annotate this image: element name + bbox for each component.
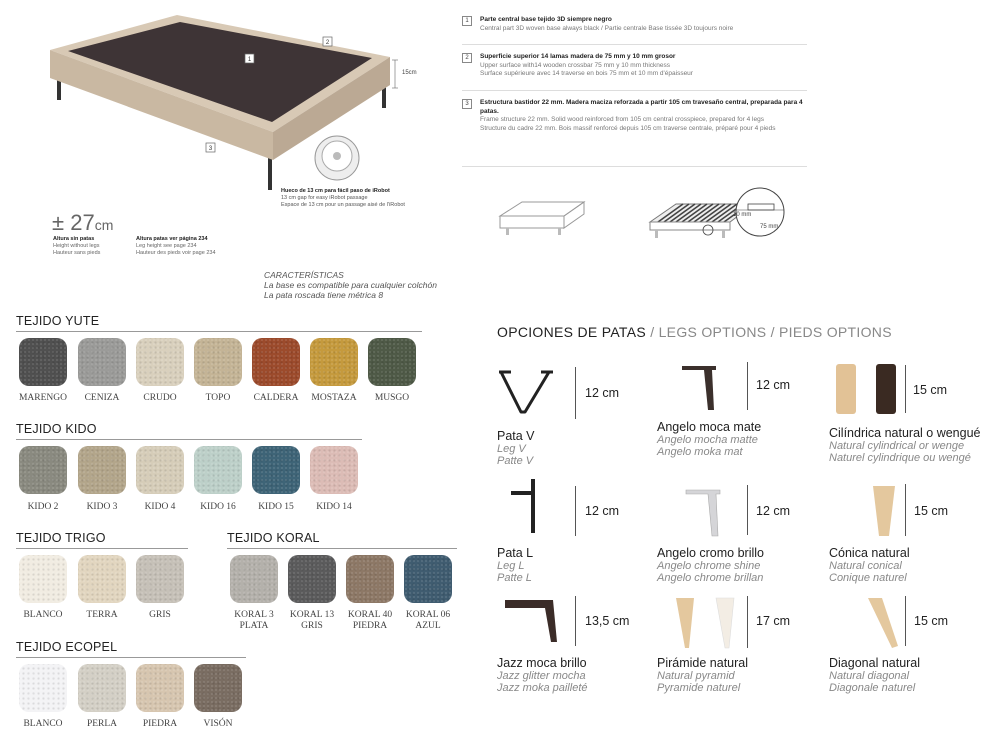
swatch-koral-13[interactable] (288, 555, 336, 603)
leg-name: Jazz moca brillo (497, 656, 587, 670)
swatch-trigo-gris[interactable] (136, 555, 184, 603)
leg-name-en: Natural cylindrical or wenge (829, 440, 965, 452)
jazz-mocha-leg-icon[interactable] (503, 596, 567, 646)
leg-name-fr: Patte L (497, 572, 532, 584)
leg-name: Angelo cromo brillo (657, 546, 764, 560)
leg-size: 12 cm (756, 504, 791, 518)
feature-es: Superficie superior 14 lamas madera de 75 mm y 10 mm grosor (480, 53, 676, 60)
diagonal-leg-icon[interactable] (864, 594, 904, 650)
swatch-kido-4[interactable] (136, 446, 184, 494)
height-unit: cm (94, 217, 114, 233)
section-title-koral: TEJIDO KORAL (227, 531, 320, 545)
swatch-topo[interactable] (194, 338, 242, 386)
leg-size: 13,5 cm (585, 614, 630, 628)
leg-l-icon[interactable] (507, 475, 547, 535)
leg-name-en: Angelo chrome shine (657, 560, 761, 572)
leg-size: 15 cm (914, 614, 949, 628)
feature-fr: Structure du cadre 22 mm. Bois massif renforcé depuis 105 cm traverse centrale, préparé pour 4 pieds (480, 124, 776, 132)
height-label-es: Altura sin patas (53, 236, 95, 242)
irobot-gap-en: 13 cm gap for easy iRobot passage (281, 195, 368, 201)
leg-name: Diagonal natural (829, 656, 921, 670)
swatch-kido-15[interactable] (252, 446, 300, 494)
irobot-gap-es: Hueco de 13 cm para fácil paso de iRobot (281, 188, 390, 194)
leg-name-fr: Naturel cylindrique ou wengé (829, 452, 971, 464)
leg-height-line (905, 365, 906, 413)
leg-name: Pirámide natural (657, 656, 749, 670)
feature-es: Parte central base tejido 3D siempre negro (480, 16, 612, 23)
section-title-kido: TEJIDO KIDO (16, 422, 97, 436)
characteristics-title: CARACTERÍSTICAS (264, 270, 344, 280)
swatch-trigo-blanco[interactable] (19, 555, 67, 603)
swatch-label: CENIZA (84, 393, 120, 403)
swatch-label: CRUDO (143, 393, 177, 403)
leg-name-en: Jazz glitter mocha (497, 670, 586, 682)
swatch-mostaza[interactable] (310, 338, 358, 386)
characteristics-line-1: La base es compatible para cualquier colchón (264, 280, 437, 290)
swatch-label: MARENGO (18, 393, 68, 403)
leg-height-line (905, 484, 906, 536)
feature-1 (462, 16, 807, 33)
swatch-label: MUSGO (374, 393, 410, 403)
swatch-crudo[interactable] (136, 338, 184, 386)
height-label (53, 236, 100, 257)
cylindrical-leg-icon[interactable] (832, 360, 902, 416)
feature-number: 2 (462, 53, 472, 63)
leg-name-fr: Diagonale naturel (829, 682, 916, 694)
swatch-label: TERRA (86, 610, 118, 620)
legs-options-title-es: OPCIONES DE PATAS (497, 324, 647, 340)
leg-name: Cónica natural (829, 546, 910, 560)
callout-3: 3 (208, 146, 213, 152)
swatch-kido-2[interactable] (19, 446, 67, 494)
leg-size: 12 cm (756, 378, 791, 392)
swatch-label: BLANCO (23, 719, 63, 729)
height-number: 27 (70, 210, 95, 235)
swatch-koral-06[interactable] (404, 555, 452, 603)
swatch-label: CALDERA (253, 393, 299, 403)
legs-height-label (136, 236, 216, 257)
swatch-marengo[interactable] (19, 338, 67, 386)
leg-v-icon[interactable] (497, 368, 555, 418)
swatch-label-line-2: AZUL (415, 621, 441, 631)
pyramid-leg-icon[interactable] (672, 594, 744, 652)
divider (16, 331, 422, 332)
angelo-chrome-leg-icon[interactable] (682, 484, 726, 540)
leg-name-en: Natural conical (829, 560, 902, 572)
swatch-label: PIEDRA (142, 719, 178, 729)
swatch-label: TOPO (205, 393, 231, 403)
angelo-mocha-leg-icon[interactable] (678, 362, 722, 414)
section-title-trigo: TEJIDO TRIGO (16, 531, 106, 545)
feature-number: 3 (462, 99, 472, 109)
section-title-ecopel: TEJIDO ECOPEL (16, 640, 118, 654)
leg-height-line (575, 486, 576, 536)
leg-name-fr: Jazz moka pailleté (497, 682, 588, 694)
leg-name-en: Natural diagonal (829, 670, 910, 682)
feature-number: 1 (462, 16, 472, 26)
leg-size: 17 cm (756, 614, 791, 628)
swatch-ceniza[interactable] (78, 338, 126, 386)
leg-size: 15 cm (914, 504, 949, 518)
characteristics (264, 270, 437, 300)
height-prefix: ± (52, 210, 65, 235)
leg-name: Pata L (497, 546, 534, 560)
frame-dim-width: 75 mm (760, 224, 779, 230)
dimension-15cm: 15cm (402, 70, 417, 76)
swatch-label-line-2: PIEDRA (352, 621, 388, 631)
swatch-label (222, 610, 286, 632)
legs-options-subtitle: / LEGS OPTIONS / PIEDS OPTIONS (646, 324, 892, 340)
leg-name: Angelo moca mate (657, 420, 762, 434)
legs-label-fr: Hauteur des pieds voir page 234 (136, 250, 216, 256)
callout-1: 1 (247, 57, 252, 63)
swatch-kido-16[interactable] (194, 446, 242, 494)
swatch-label: KIDO 15 (258, 502, 294, 512)
characteristics-line-2: La pata roscada tiene métrica 8 (264, 290, 384, 300)
swatch-label (338, 610, 402, 632)
leg-size: 15 cm (913, 383, 948, 397)
swatch-musgo[interactable] (368, 338, 416, 386)
height-label-fr: Hauteur sans pieds (53, 250, 101, 256)
divider (462, 166, 807, 167)
legs-options-title (497, 324, 892, 340)
swatch-label-line-2: PLATA (239, 621, 269, 631)
swatch-ecopel-vison[interactable] (194, 664, 242, 712)
feature-fr: Surface supérieure avec 14 traverse en bois 75 mm et 10 mm d'épaisseur (480, 70, 693, 77)
swatch-koral-40[interactable] (346, 555, 394, 603)
leg-name-fr: Angelo chrome brillan (657, 572, 764, 584)
leg-name-fr: Conique naturel (829, 572, 907, 584)
height-label-en: Height without legs (53, 243, 100, 249)
leg-name-fr: Pyramide naturel (657, 682, 741, 694)
height-value (52, 210, 113, 236)
swatch-label: KIDO 3 (86, 502, 118, 512)
swatch-trigo-terra[interactable] (78, 555, 126, 603)
swatch-label: VISÓN (203, 719, 233, 729)
leg-height-line (747, 596, 748, 648)
leg-name-en: Leg L (497, 560, 525, 572)
leg-name-en: Natural pyramid (657, 670, 735, 682)
divider (227, 548, 457, 549)
feature-es: Estructura bastidor 22 mm. Madera maciza reforzada a partir 105 cm travesaño central, preparada para 4 patas. (480, 99, 803, 115)
divider (16, 439, 362, 440)
swatch-label: KIDO 4 (144, 502, 176, 512)
irobot-gap-fr: Espace de 13 cm pour un passage aisé de l'iRobot (281, 202, 405, 208)
swatch-label: KIDO 16 (200, 502, 236, 512)
swatch-label-line-1: KORAL 40 (347, 610, 393, 620)
frame-dim-thickness: 10 mm (733, 212, 752, 218)
feature-3 (462, 99, 807, 133)
swatch-ecopel-perla[interactable] (78, 664, 126, 712)
feature-en: Upper surface with14 wooden crossbar 75 mm y 10 mm thickness (480, 61, 671, 69)
leg-size: 12 cm (585, 504, 620, 518)
swatch-kido-3[interactable] (78, 446, 126, 494)
swatch-kido-14[interactable] (310, 446, 358, 494)
swatch-ecopel-blanco[interactable] (19, 664, 67, 712)
swatch-caldera[interactable] (252, 338, 300, 386)
feature-en: Central part 3D woven base always black / Partie centrale Base tissée 3D toujours noire (480, 24, 734, 32)
swatch-label (280, 610, 344, 632)
leg-height-line (747, 485, 748, 535)
divider (16, 548, 188, 549)
leg-name-fr: Angelo moka mat (657, 446, 743, 458)
leg-name: Pata V (497, 429, 535, 443)
leg-height-line (575, 596, 576, 646)
legs-label-en: Leg height see page 234 (136, 243, 197, 249)
swatch-koral-3[interactable] (230, 555, 278, 603)
swatch-label-line-1: KORAL 3 (234, 610, 274, 620)
leg-name: Cilíndrica natural o wengué (829, 426, 981, 440)
leg-name-en: Leg V (497, 443, 526, 455)
divider (16, 657, 246, 658)
swatch-label: KIDO 14 (316, 502, 352, 512)
leg-size: 12 cm (585, 386, 620, 400)
swatch-label: BLANCO (23, 610, 63, 620)
frame-structure-illustration (498, 186, 798, 256)
divider (462, 90, 807, 91)
bed-base-illustration (40, 10, 440, 200)
swatch-label: GRIS (149, 610, 171, 620)
section-title-yute: TEJIDO YUTE (16, 314, 100, 328)
swatch-label-line-1: KORAL 13 (289, 610, 335, 620)
feature-2 (462, 53, 807, 79)
swatch-label: PERLA (86, 719, 118, 729)
divider (462, 44, 807, 45)
leg-height-line (905, 596, 906, 646)
swatch-ecopel-piedra[interactable] (136, 664, 184, 712)
leg-height-line (747, 362, 748, 410)
feature-en: Frame structure 22 mm. Solid wood reinforced from 105 cm central crosspiece, prepared for 4 legs (480, 116, 764, 123)
leg-name-en: Angelo mocha matte (657, 434, 758, 446)
legs-label-es: Altura patas ver página 234 (136, 236, 208, 242)
swatch-label: KIDO 2 (27, 502, 59, 512)
callout-2: 2 (325, 40, 330, 46)
swatch-label-line-2: GRIS (301, 621, 323, 631)
swatch-label (396, 610, 460, 632)
leg-height-line (575, 367, 576, 419)
conical-leg-icon[interactable] (870, 482, 900, 540)
swatch-label-line-1: KORAL 06 (405, 610, 451, 620)
leg-name-fr: Patte V (497, 455, 534, 467)
swatch-label: MOSTAZA (311, 393, 357, 403)
irobot-gap-note (281, 188, 441, 209)
